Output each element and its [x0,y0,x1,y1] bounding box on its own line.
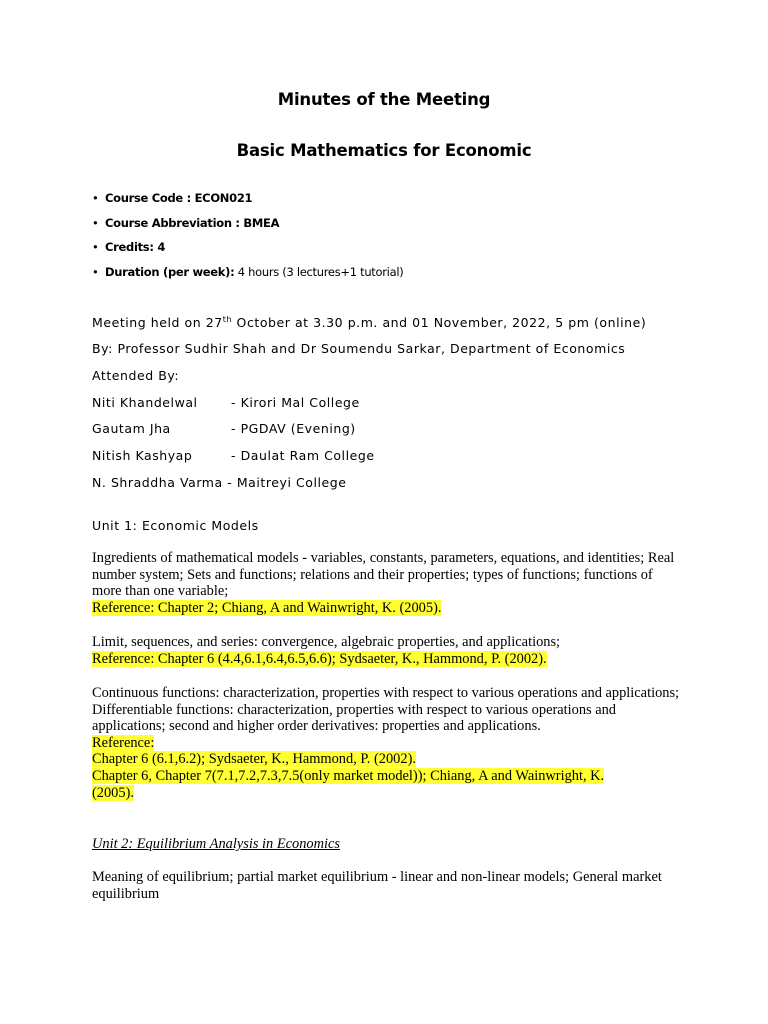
unit1-reference1: Reference: Chapter 2; Chiang, A and Wainwright, K. (2005). [92,599,442,616]
unit1-paragraph2: Limit, sequences, and series: convergence, algebraic properties, and applications; [92,634,561,650]
meeting-prefix: Meeting held on 27 [92,315,223,330]
unit1-block1 [92,550,682,616]
unit1-reference3-line2: Chapter 6, Chapter 7(7.1,7.2,7.3,7.5(only market model)); Chiang, A and Wainwright, K. [92,767,605,784]
attendee-name: Gautam Jha [92,421,171,436]
unit1-heading: Unit 1: Economic Models [92,518,259,533]
unit1-paragraph3: Continuous functions: characterization, properties with respect to various operations and applications; Differentiable functions: characterization, properties with respect to various operations and applications; second and higher order derivatives: properties and applications. [92,685,680,735]
attendee-row [92,475,347,490]
unit1-reference2: Reference: Chapter 6 (4.4,6.1,6.4,6.5,6.6); Sydsaeter, K., Hammond, P. (2002). [92,650,547,667]
attendee-row [92,395,592,413]
unit1-block2 [92,634,682,667]
unit2-heading: Unit 2: Equilibrium Analysis in Economics [92,836,340,852]
duration-label: Duration (per week): [105,264,235,279]
credits-label: Credits: 4 [105,240,166,254]
attendee-row [92,421,592,439]
attended-by-label: Attended By: [92,368,180,383]
meeting-sup: th [222,314,233,324]
document-title: Minutes of the Meeting [277,90,491,109]
course-abbreviation-label: Course Abbreviation : [105,215,240,230]
course-code-value: ECON021 [190,191,253,205]
attendee-college: - Kirori Mal College [231,395,360,410]
course-code-item [92,189,403,214]
unit1-paragraph1: Ingredients of mathematical models - variables, constants, parameters, equations, and identities; Real number system; Sets and functions; relations and their properties; types of functions; functions of more than one variable; [92,550,675,600]
unit2-paragraph1: Meaning of equilibrium; partial market equilibrium - linear and non-linear models; General market equilibrium [92,869,662,902]
attendee-name: Niti Khandelwal [92,395,198,410]
meeting-date-line [92,315,646,330]
course-info-list [92,189,403,287]
unit1-block3 [92,685,682,801]
attendee-college: - PGDAV (Evening) [231,421,356,436]
attendee-college: - Daulat Ram College [231,448,375,463]
bullet-icon: • [92,191,99,205]
bullet-icon: • [92,240,99,254]
attendee-name: N. Shraddha Varma [92,475,223,490]
course-code-label: Course Code : [105,191,191,205]
duration-item [92,263,403,288]
unit1-reference3-line3: (2005). [92,784,134,801]
course-abbreviation-value: BMEA [239,215,280,230]
unit2-block1 [92,869,682,902]
document-subtitle: Basic Mathematics for Economic [236,141,532,160]
attendee-name: Nitish Kashyap [92,448,193,463]
bullet-icon: • [92,264,99,279]
by-line: By: Professor Sudhir Shah and Dr Soumendu Sarkar, Department of Economics [92,341,626,356]
course-abbreviation-item [92,214,403,239]
bullet-icon: • [92,215,99,230]
attendee-row [92,448,592,466]
unit1-reference3-line1: Chapter 6 (6.1,6.2); Sydsaeter, K., Hammond, P. (2002). [92,751,416,768]
attendee-college: - Maitreyi College [222,475,347,490]
unit1-reference3-label: Reference: [92,734,155,751]
duration-value: 4 hours (3 lectures+1 tutorial) [234,264,404,279]
credits-item [92,238,403,263]
unit2-heading-block [92,836,682,853]
meeting-suffix: October at 3.30 p.m. and 01 November, 2022, 5 pm (online) [232,315,647,330]
